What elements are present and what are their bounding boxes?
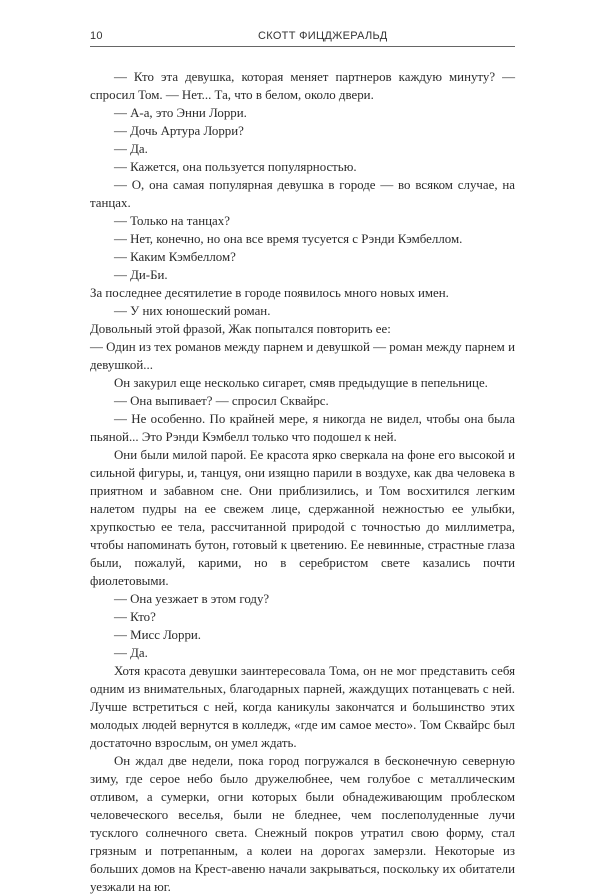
paragraph: — Да.	[114, 646, 148, 660]
paragraph: Он закурил еще несколько сигарет, смяв предыдущие в пепельнице.	[114, 376, 488, 390]
paragraph: — А-а, это Энни Лорри.	[114, 106, 247, 120]
page-number: 10	[90, 30, 103, 42]
paragraph: — О, она самая популярная девушка в городе — во всяком случае, на танцах.	[90, 178, 515, 210]
paragraph: — Каким Кэмбеллом?	[114, 250, 236, 264]
paragraph: — У них юношеский роман.	[114, 304, 271, 318]
running-header	[90, 30, 515, 47]
paragraph: За последнее десятилетие в городе появилось много новых имен.	[90, 286, 449, 300]
paragraph: — Мисс Лорри.	[114, 628, 202, 642]
paragraph: — Кажется, она пользуется популярностью.	[114, 160, 357, 174]
paragraph: — Да.	[114, 142, 148, 156]
paragraph: Они были милой парой. Ее красота ярко сверкала на фоне его высокой и сильной фигуры, и, танцуя, они изящно парили в воздухе, как два человека в приятном и забавном сне. Они приблизились, и Том восхитился легким налетом пудры на ее свежем лице, сдержанной нежностью ее улыбки, хрупкостью ее тела, рассчитанной природой с точностью до миллиметра, чтобы напоминать бутон, готовый к цветению. Ее невинные, страстные глаза были, пожалуй, карими, но в серебристом свете казались почти фиолетовыми.	[90, 448, 515, 588]
paragraph: — Ди-Би.	[114, 268, 168, 282]
paragraph: — Кто?	[114, 610, 156, 624]
paragraph: — Дочь Артура Лорри?	[114, 124, 244, 138]
paragraph: — Только на танцах?	[114, 214, 230, 228]
paragraph: Довольный этой фразой, Жак попытался повторить ее:	[90, 322, 391, 336]
paragraph: — Кто эта девушка, которая меняет партнеров каждую минуту? — спросил Том. — Нет... Та, что в белом, около двери.	[90, 70, 515, 102]
paragraph: — Не особенно. По крайней мере, я никогда не видел, чтобы она была пьяной... Это Рэнди Кэмбелл только что подошел к ней.	[90, 412, 515, 444]
paragraph: Хотя красота девушки заинтересовала Тома, он не мог представить себя одним из внимательных, благодарных парней, жаждущих потанцевать с ней. Лучше встретиться с ней, когда каникулы закончатся и большинство этих молодых людей вернутся в колледж, «где им самое место». Том Сквайрс был достаточно взрослым, он умел ждать.	[90, 664, 515, 750]
paragraph: — Нет, конечно, но она все время тусуется с Рэнди Кэмбеллом.	[114, 232, 463, 246]
body-text	[90, 68, 515, 896]
paragraph: — Один из тех романов между парнем и девушкой — роман между парнем и девушкой...	[90, 340, 515, 372]
paragraph: Он ждал две недели, пока город погружался в бесконечную северную зиму, где серое небо было дружелюбнее, чем голубое с металлическим отливом, а сумерки, огни которых были обнадеживающим проблеском человеческого веселья, были не бледнее, чем послеполуденные лучи тусклого солнечного света. Снежный покров утратил свою форму, стал грязным и потрепанным, а колеи на дорогах замерзли. Некоторые из больших домов на Крест-авеню начали закрываться, поскольку их обитатели уезжали на юг.	[90, 754, 515, 894]
running-title: СКОТТ ФИЦДЖЕРАЛЬД	[258, 30, 388, 42]
paragraph: — Она уезжает в этом году?	[114, 592, 270, 606]
paragraph: — Она выпивает? — спросил Сквайрс.	[114, 394, 329, 408]
